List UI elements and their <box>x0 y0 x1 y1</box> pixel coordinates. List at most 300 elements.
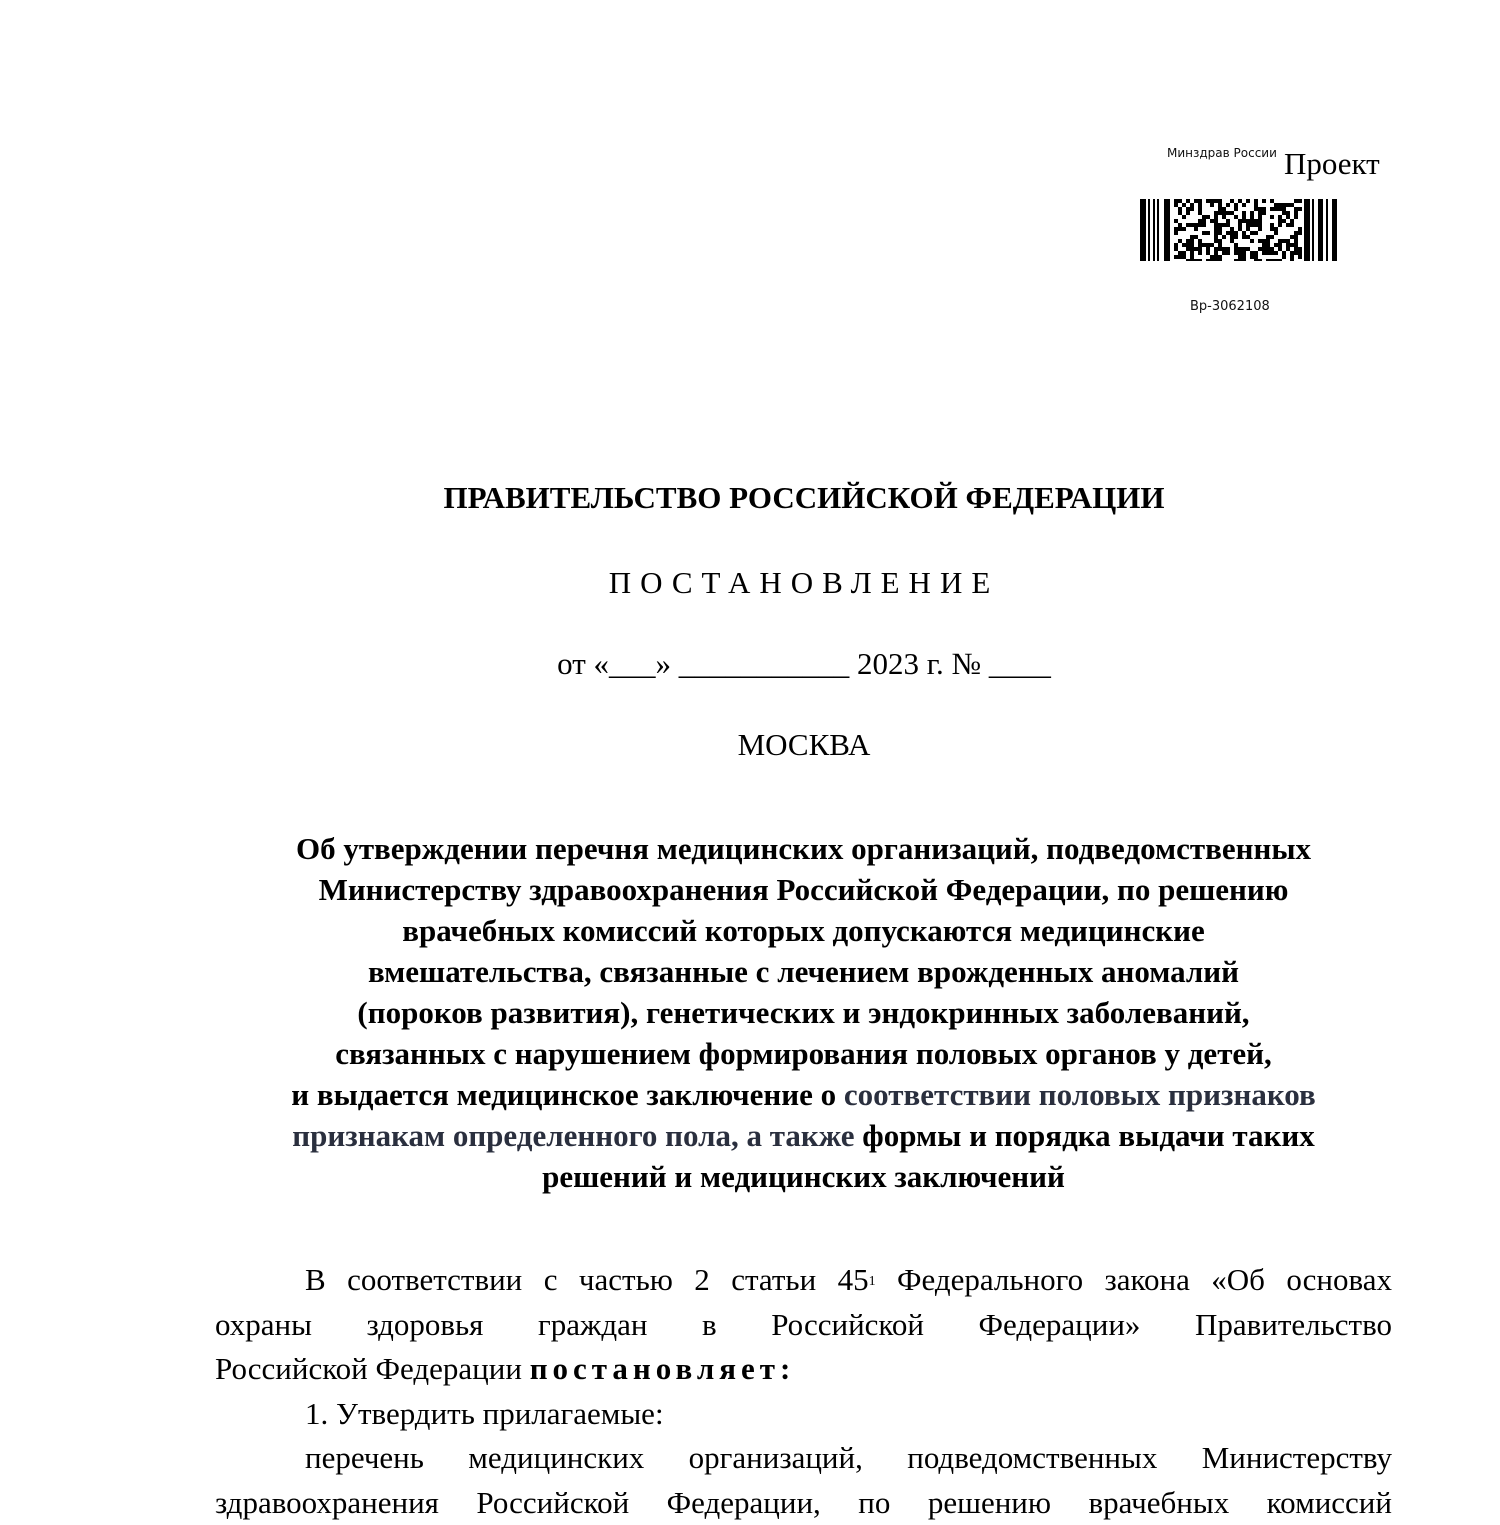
barcode-bar <box>1266 243 1270 247</box>
title-text: формы и порядка выдачи таких <box>855 1118 1315 1153</box>
barcode-bar <box>1198 251 1202 255</box>
barcode-bar <box>1198 243 1202 247</box>
barcode-bar <box>1202 215 1206 219</box>
barcode-bar <box>1178 255 1182 259</box>
barcode-bar <box>1214 247 1218 251</box>
barcode-bar <box>1218 199 1222 203</box>
barcode-bar <box>1290 255 1294 259</box>
stamp-organization: Минздрав России <box>1167 146 1277 160</box>
barcode-bar <box>1278 259 1282 261</box>
barcode-bar <box>1214 255 1218 259</box>
barcode-bar <box>1238 251 1242 255</box>
barcode-bar <box>1274 207 1278 211</box>
barcode-bar <box>1178 211 1182 215</box>
barcode-bar <box>1222 251 1226 255</box>
barcode-bar <box>1190 235 1194 239</box>
barcode-bar <box>1258 207 1262 211</box>
barcode-bar <box>1238 219 1242 223</box>
barcode-bar <box>1242 235 1246 239</box>
barcode-bar <box>1218 243 1222 247</box>
title-line: врачебных комиссий которых допускаются медицинские <box>215 910 1392 951</box>
title-text: и выдается медицинское заключение о <box>291 1077 844 1112</box>
barcode-bar <box>1250 223 1254 227</box>
barcode-bar <box>1226 223 1230 227</box>
barcode-bar <box>1214 235 1218 239</box>
barcode-bar <box>1270 207 1274 211</box>
barcode-bar <box>1254 207 1258 211</box>
barcode-bar <box>1274 203 1278 207</box>
barcode-bar <box>1222 215 1226 219</box>
barcode-bar <box>1242 247 1246 251</box>
barcode-bar <box>1230 235 1234 239</box>
barcode-bar <box>1174 203 1178 207</box>
barcode-bar <box>1214 231 1218 235</box>
barcode-bar <box>1190 259 1194 261</box>
barcode-bar <box>1246 227 1250 231</box>
barcode-bar <box>1202 243 1206 247</box>
barcode-bar <box>1254 219 1258 223</box>
barcode-bar <box>1210 219 1214 223</box>
barcode-bar <box>1278 223 1282 227</box>
barcode-bar <box>1294 239 1298 243</box>
barcode-bar <box>1214 259 1218 261</box>
barcode-bar <box>1226 251 1230 255</box>
barcode-bar <box>1262 239 1266 243</box>
body-text: В соответствии с частью 2 статьи 45 <box>305 1262 869 1297</box>
barcode-bar <box>1266 247 1270 251</box>
paragraph-line: здравоохранения Российской Федерации, по решению врачебных комиссий <box>215 1481 1392 1525</box>
barcode-bar <box>1242 251 1246 255</box>
barcode-bar <box>1270 227 1274 231</box>
barcode-bar <box>1234 243 1238 247</box>
barcode-bar <box>1238 255 1242 259</box>
barcode-bar <box>1274 243 1278 247</box>
title-line: Об утверждении перечня медицинских организаций, подведомственных <box>215 828 1392 869</box>
barcode-bar <box>1218 223 1222 227</box>
barcode-bar <box>1246 247 1250 251</box>
barcode-bar <box>1286 203 1290 207</box>
barcode-bar <box>1206 251 1210 255</box>
barcode-bar <box>1294 243 1298 247</box>
barcode-bar <box>1174 199 1178 203</box>
barcode-bar <box>1262 247 1266 251</box>
barcode-bar <box>1174 255 1178 259</box>
barcode-bar <box>1186 259 1190 261</box>
barcode-bar <box>1214 223 1218 227</box>
barcode-bar <box>1186 211 1190 215</box>
barcode-bar <box>1190 243 1194 247</box>
barcode-bar <box>1214 215 1218 219</box>
barcode-bar <box>1242 203 1246 207</box>
barcode-bar <box>1157 199 1159 261</box>
barcode-bar <box>1286 215 1290 219</box>
barcode-bar <box>1250 255 1254 259</box>
barcode-bar <box>1210 255 1214 259</box>
barcode-bar <box>1332 199 1337 261</box>
barcode-bar <box>1174 219 1178 223</box>
barcode-bar <box>1210 203 1214 207</box>
barcode-bar <box>1298 199 1302 203</box>
barcode-bar <box>1294 251 1298 255</box>
barcode-bar <box>1258 239 1262 243</box>
barcode-bar <box>1250 211 1254 215</box>
barcode-bar <box>1186 207 1190 211</box>
barcode-bar <box>1218 239 1222 243</box>
barcode-bar <box>1198 203 1202 207</box>
barcode-bar <box>1186 243 1190 247</box>
document-body <box>215 1258 1392 1525</box>
barcode-bar <box>1258 227 1262 231</box>
decree-action: постановляет: <box>530 1351 796 1386</box>
barcode-bar <box>1206 247 1210 251</box>
title-highlight: соответствии половых признаков <box>844 1077 1316 1112</box>
barcode-bar <box>1218 231 1222 235</box>
barcode-bar <box>1238 259 1242 261</box>
barcode-bar <box>1266 251 1270 255</box>
barcode-bar <box>1294 215 1298 219</box>
barcode-bar <box>1290 203 1294 207</box>
body-text: Российской Федерации <box>215 1351 530 1386</box>
barcode-bar <box>1304 199 1310 261</box>
barcode-bar <box>1266 259 1270 261</box>
barcode-bar <box>1210 259 1214 261</box>
barcode-bar <box>1182 215 1186 219</box>
barcode-bar <box>1262 199 1266 203</box>
barcode-bar <box>1174 247 1178 251</box>
barcode-bar <box>1254 203 1258 207</box>
barcode-bar <box>1242 255 1246 259</box>
barcode-bar <box>1222 211 1226 215</box>
barcode-bar <box>1250 251 1254 255</box>
paragraph-line <box>215 1347 1392 1392</box>
title-line <box>215 1074 1392 1115</box>
barcode-bar <box>1182 227 1186 231</box>
barcode-bar <box>1254 255 1258 259</box>
barcode-bar <box>1234 207 1238 211</box>
title-highlight: признакам определенного пола, а также <box>292 1118 854 1153</box>
barcode-bar <box>1294 231 1298 235</box>
paragraph-line: 1. Утвердить прилагаемые: <box>215 1392 1392 1437</box>
barcode-bar <box>1246 235 1250 239</box>
barcode-bar <box>1286 223 1290 227</box>
barcode-bar <box>1164 199 1170 261</box>
barcode-bar <box>1182 243 1186 247</box>
barcode-bar <box>1234 247 1238 251</box>
barcode-bar <box>1206 215 1210 219</box>
barcode-bar <box>1198 211 1202 215</box>
barcode-bar <box>1254 199 1258 203</box>
barcode-bar <box>1218 247 1222 251</box>
barcode-bar <box>1190 223 1194 227</box>
barcode-bar <box>1282 251 1286 255</box>
barcode-bar <box>1262 251 1266 255</box>
barcode-bar <box>1294 235 1298 239</box>
barcode-bar <box>1182 203 1186 207</box>
barcode-bar <box>1174 231 1178 235</box>
barcode-bar <box>1270 251 1274 255</box>
barcode-bar <box>1238 247 1242 251</box>
barcode-bar <box>1190 255 1194 259</box>
barcode-bar <box>1242 259 1246 261</box>
barcode-bar <box>1246 223 1250 227</box>
barcode-bar <box>1198 247 1202 251</box>
barcode-bar <box>1218 259 1222 261</box>
barcode-bar <box>1234 215 1238 219</box>
title-line: решений и медицинских заключений <box>215 1156 1392 1197</box>
title-line: связанных с нарушением формирования половых органов у детей, <box>215 1033 1392 1074</box>
document-type: ПОСТАНОВЛЕНИЕ <box>0 565 1500 601</box>
barcode-bar <box>1230 227 1234 231</box>
barcode-bar <box>1186 239 1190 243</box>
barcode-icon <box>1140 199 1338 261</box>
barcode-bar <box>1266 235 1270 239</box>
barcode-bar <box>1194 235 1198 239</box>
barcode-bar <box>1294 211 1298 215</box>
barcode-bar <box>1182 251 1186 255</box>
barcode-bar <box>1214 199 1218 203</box>
barcode-bar <box>1290 243 1294 247</box>
barcode-bar <box>1234 259 1238 261</box>
barcode-bar <box>1298 251 1302 255</box>
barcode-bar <box>1250 219 1254 223</box>
barcode-bar <box>1218 211 1222 215</box>
barcode-bar <box>1282 203 1286 207</box>
barcode-bar <box>1210 199 1214 203</box>
barcode-bar <box>1246 199 1250 203</box>
barcode-bar <box>1186 223 1190 227</box>
barcode-bar <box>1153 199 1155 261</box>
date-line: от «___» ___________ 2023 г. № ____ <box>0 646 1500 682</box>
barcode-bar <box>1206 199 1210 203</box>
barcode-bar <box>1258 247 1262 251</box>
barcode-bar <box>1198 259 1202 261</box>
barcode-bar <box>1286 247 1290 251</box>
barcode-bar <box>1222 223 1226 227</box>
barcode-bar <box>1226 203 1230 207</box>
title-line <box>215 1115 1392 1156</box>
barcode-bar <box>1298 247 1302 251</box>
barcode-bar <box>1234 231 1238 235</box>
barcode-bar <box>1234 251 1238 255</box>
barcode-bar <box>1290 259 1294 261</box>
barcode-bar <box>1234 203 1238 207</box>
barcode-bar <box>1290 235 1294 239</box>
barcode-bar <box>1218 203 1222 207</box>
paragraph-line: охраны здоровья граждан в Российской Федерации» Правительство <box>215 1303 1392 1348</box>
barcode-bar <box>1202 219 1206 223</box>
barcode-bar <box>1242 211 1246 215</box>
barcode-bar <box>1194 247 1198 251</box>
barcode-bar <box>1278 247 1282 251</box>
government-heading: ПРАВИТЕЛЬСТВО РОССИЙСКОЙ ФЕДЕРАЦИИ <box>0 480 1500 516</box>
barcode-bar <box>1178 207 1182 211</box>
barcode-bar <box>1194 223 1198 227</box>
barcode-bar <box>1214 227 1218 231</box>
barcode-bar <box>1202 223 1206 227</box>
body-text: Федерального закона «Об основах <box>876 1262 1392 1297</box>
barcode-bar <box>1190 207 1194 211</box>
paragraph-line <box>215 1258 1392 1303</box>
barcode-bar <box>1274 259 1278 261</box>
barcode-bar <box>1186 199 1190 203</box>
barcode-bar <box>1250 231 1254 235</box>
barcode-bar <box>1278 215 1282 219</box>
barcode-bar <box>1178 251 1182 255</box>
barcode-bar <box>1294 207 1298 211</box>
barcode-bar <box>1312 199 1314 261</box>
paragraph-line: перечень медицинских организаций, подведомственных Министерству <box>215 1436 1392 1481</box>
barcode-bar <box>1182 255 1186 259</box>
barcode-bar <box>1254 259 1258 261</box>
barcode-bar <box>1254 223 1258 227</box>
barcode-bar <box>1194 227 1198 231</box>
barcode-bar <box>1258 259 1262 261</box>
barcode-bar <box>1286 211 1290 215</box>
barcode-bar <box>1258 211 1262 215</box>
barcode-bar <box>1198 223 1202 227</box>
title-line: (пороков развития), генетических и эндокринных заболеваний, <box>215 992 1392 1033</box>
barcode-bar <box>1178 239 1182 243</box>
barcode-bar <box>1282 239 1286 243</box>
barcode-bar <box>1214 211 1218 215</box>
title-line: вмешательства, связанные с лечением врожденных аномалий <box>215 951 1392 992</box>
barcode-bar <box>1186 247 1190 251</box>
barcode-bar <box>1206 243 1210 247</box>
barcode-bar <box>1140 199 1146 261</box>
barcode-bar <box>1198 239 1202 243</box>
barcode-bar <box>1278 239 1282 243</box>
barcode-bar <box>1294 199 1298 203</box>
barcode-bar <box>1238 227 1242 231</box>
barcode-bar <box>1174 243 1178 247</box>
barcode-bar <box>1178 227 1182 231</box>
barcode-bar <box>1250 239 1254 243</box>
barcode-bar <box>1206 259 1210 261</box>
barcode-bar <box>1274 227 1278 231</box>
barcode-bar <box>1254 251 1258 255</box>
barcode-bar <box>1278 203 1282 207</box>
barcode-bar <box>1282 255 1286 259</box>
barcode-bar <box>1242 215 1246 219</box>
barcode-bar <box>1174 227 1178 231</box>
barcode-bar <box>1242 219 1246 223</box>
barcode-bar <box>1270 235 1274 239</box>
barcode-bar <box>1274 251 1278 255</box>
barcode-bar <box>1250 215 1254 219</box>
barcode-bar <box>1218 207 1222 211</box>
barcode-bar <box>1190 203 1194 207</box>
barcode-bar <box>1274 231 1278 235</box>
barcode-bar <box>1282 207 1286 211</box>
barcode-bar <box>1198 199 1202 203</box>
barcode-bar <box>1270 215 1274 219</box>
barcode-bar <box>1214 251 1218 255</box>
barcode-bar <box>1266 239 1270 243</box>
superscript: 1 <box>869 1274 876 1289</box>
barcode-bar <box>1270 199 1274 203</box>
project-label: Проект <box>1284 146 1380 182</box>
barcode-bar <box>1230 231 1234 235</box>
barcode-bar <box>1178 199 1182 203</box>
barcode-bar <box>1258 223 1262 227</box>
barcode-bar <box>1222 207 1226 211</box>
barcode-bar <box>1222 247 1226 251</box>
barcode-bar <box>1206 231 1210 235</box>
barcode-bar <box>1254 231 1258 235</box>
barcode-bar <box>1198 219 1202 223</box>
barcode-bar <box>1178 223 1182 227</box>
barcode-bar <box>1194 259 1198 261</box>
barcode-bar <box>1258 219 1262 223</box>
barcode-bar <box>1234 235 1238 239</box>
barcode-bar <box>1230 199 1234 203</box>
barcode-bar <box>1230 239 1234 243</box>
barcode-bar <box>1190 239 1194 243</box>
barcode-bar <box>1238 223 1242 227</box>
barcode-bar <box>1286 243 1290 247</box>
barcode-bar <box>1190 247 1194 251</box>
barcode-bar <box>1294 247 1298 251</box>
title-line: Министерству здравоохранения Российской Федерации, по решению <box>215 869 1392 910</box>
barcode-bar <box>1278 207 1282 211</box>
barcode-bar <box>1286 239 1290 243</box>
barcode-bar <box>1246 219 1250 223</box>
barcode-bar <box>1298 231 1302 235</box>
barcode-bar <box>1214 219 1218 223</box>
barcode-bar <box>1290 223 1294 227</box>
barcode-bar <box>1262 211 1266 215</box>
barcode-bar <box>1214 239 1218 243</box>
barcode-bar <box>1148 199 1150 261</box>
stamp-registration-number: Вр-3062108 <box>1190 299 1270 314</box>
barcode-bar <box>1238 199 1242 203</box>
barcode-bar <box>1318 199 1323 261</box>
barcode-bar <box>1226 231 1230 235</box>
barcode-bar <box>1230 211 1234 215</box>
barcode-bar <box>1218 227 1222 231</box>
barcode-bar <box>1242 231 1246 235</box>
barcode-bar <box>1298 255 1302 259</box>
barcode-bar <box>1218 255 1222 259</box>
barcode-bar <box>1198 207 1202 211</box>
barcode-bar <box>1290 251 1294 255</box>
barcode-bar <box>1226 211 1230 215</box>
barcode-bar <box>1190 251 1194 255</box>
barcode-bar <box>1282 219 1286 223</box>
barcode-bar <box>1222 235 1226 239</box>
barcode-bar <box>1290 219 1294 223</box>
barcode-bar <box>1262 243 1266 247</box>
barcode-bar <box>1270 223 1274 227</box>
barcode-bar <box>1258 215 1262 219</box>
barcode-bar <box>1226 219 1230 223</box>
barcode-bar <box>1194 199 1198 203</box>
barcode-bar <box>1202 231 1206 235</box>
barcode-bar <box>1210 243 1214 247</box>
document-title <box>215 828 1392 1197</box>
barcode-bar <box>1282 211 1286 215</box>
barcode-bar <box>1326 199 1328 261</box>
barcode-bar <box>1270 247 1274 251</box>
city: МОСКВА <box>0 727 1500 763</box>
barcode-bar <box>1270 259 1274 261</box>
barcode-bar <box>1262 207 1266 211</box>
barcode-bar <box>1298 227 1302 231</box>
barcode-bar <box>1226 247 1230 251</box>
barcode-bar <box>1298 207 1302 211</box>
barcode-bar <box>1278 219 1282 223</box>
barcode-bar <box>1278 243 1282 247</box>
